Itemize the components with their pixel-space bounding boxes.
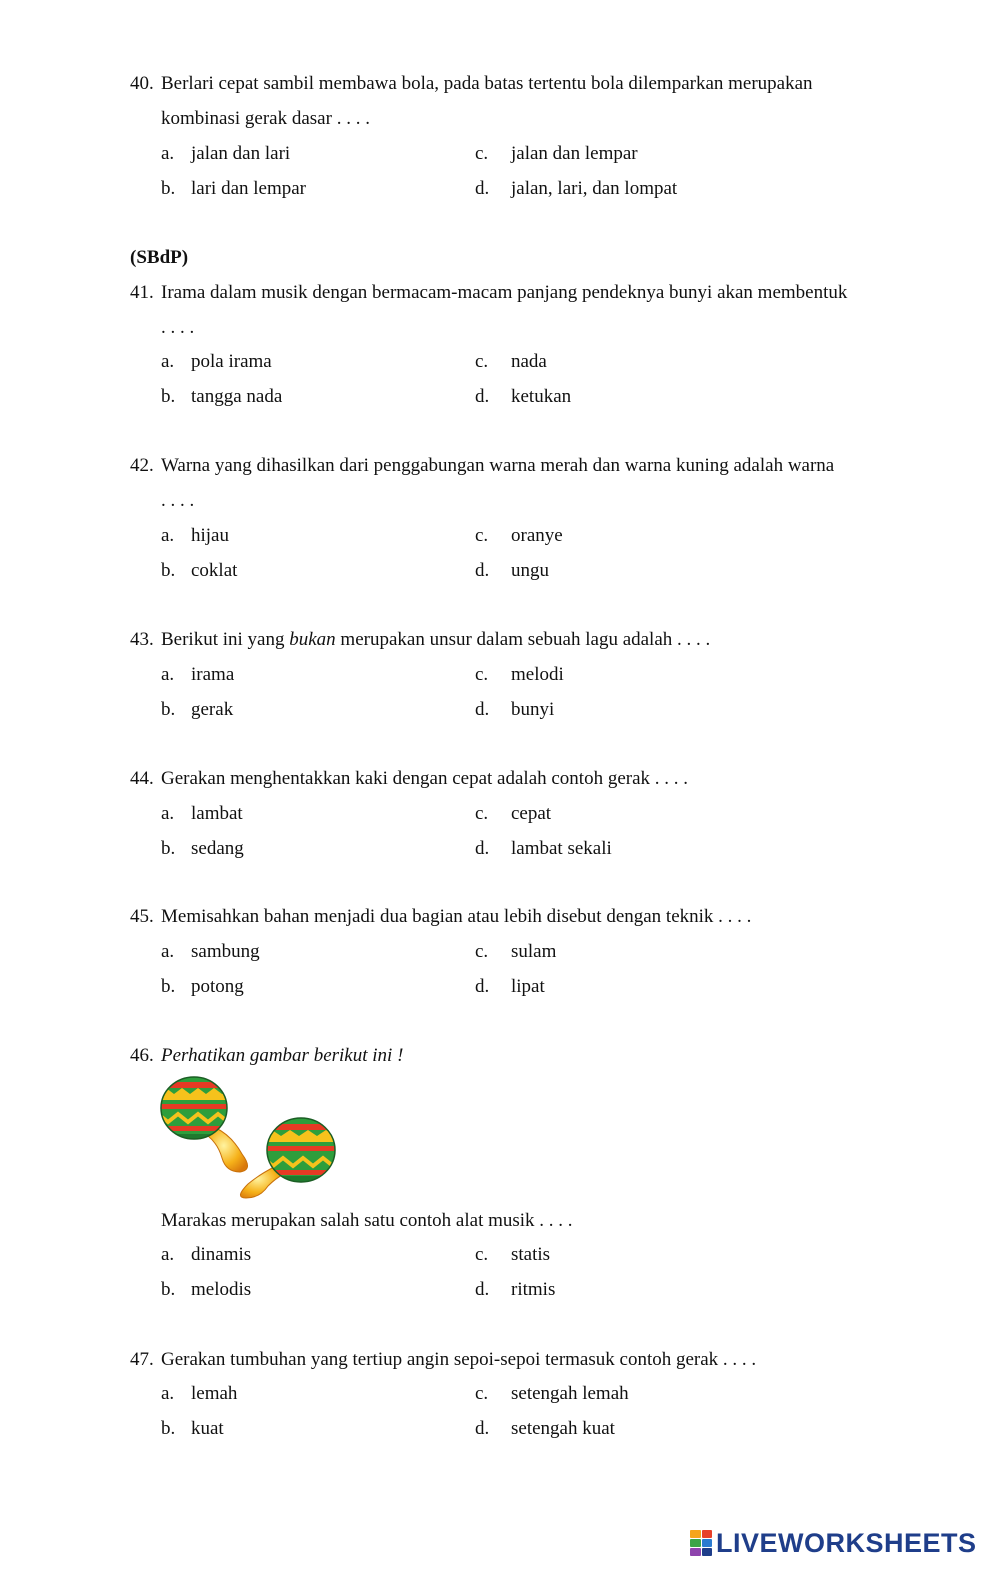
question-text: Marakas merupakan salah satu contoh alat musik . . . . [161,1210,573,1231]
question-text-emphasis: bukan [289,629,336,650]
question-text-part: merupakan unsur dalam sebuah lagu adalah . . . . [335,629,711,650]
option-letter: d. [475,560,490,581]
option-d[interactable]: ungu [511,560,549,581]
question-text: Warna yang dihasilkan dari penggabungan warna merah dan warna kuning adalah warna [161,455,835,476]
question-text: Gerakan tumbuhan yang tertiup angin sepoi-sepoi termasuk contoh gerak . . . . [161,1349,757,1370]
option-a[interactable]: irama [191,664,235,685]
option-letter: a. [161,143,175,164]
option-d[interactable]: lambat sekali [511,838,612,859]
option-letter: a. [161,1244,175,1265]
option-letter: c. [475,525,489,546]
question-text: kombinasi gerak dasar . . . . [161,108,370,129]
option-a[interactable]: dinamis [191,1244,252,1265]
option-letter: c. [475,1244,489,1265]
question-number: 40. [130,73,154,94]
option-b[interactable]: coklat [191,560,238,581]
option-c[interactable]: melodi [511,664,564,685]
question-number: 43. [130,629,154,650]
option-b[interactable]: kuat [191,1418,224,1439]
option-letter: c. [475,1383,489,1404]
option-letter: c. [475,941,489,962]
option-c[interactable]: jalan dan lempar [511,143,638,164]
question-number: 44. [130,768,154,789]
option-letter: c. [475,803,489,824]
question-text: . . . . [161,490,195,511]
option-letter: d. [475,976,490,997]
option-letter: d. [475,1279,490,1300]
option-a[interactable]: sambung [191,941,260,962]
option-letter: a. [161,525,175,546]
option-letter: b. [161,1279,176,1300]
option-d[interactable]: lipat [511,976,545,997]
option-d[interactable]: setengah kuat [511,1418,615,1439]
question-text [161,628,710,652]
maracas-icon [158,1074,340,1200]
option-letter: b. [161,178,176,199]
option-c[interactable]: statis [511,1244,551,1265]
option-letter: d. [475,386,490,407]
option-letter: a. [161,664,175,685]
option-b[interactable]: lari dan lempar [191,178,307,199]
option-letter: a. [161,941,175,962]
option-a[interactable]: pola irama [191,351,272,372]
option-c[interactable]: nada [511,351,547,372]
option-b[interactable]: tangga nada [191,386,283,407]
option-letter: a. [161,351,175,372]
option-letter: b. [161,386,176,407]
question-text-part: Berikut ini yang [161,629,290,650]
option-letter: b. [161,1418,176,1439]
option-letter: c. [475,351,489,372]
option-c[interactable]: oranye [511,525,563,546]
option-a[interactable]: hijau [191,525,229,546]
brand-name: LIVEWORKSHEETS [716,1527,977,1558]
option-b[interactable]: melodis [191,1279,252,1300]
option-d[interactable]: ketukan [511,386,572,407]
option-c[interactable]: sulam [511,941,557,962]
option-letter: c. [475,664,489,685]
option-letter: a. [161,803,175,824]
question-text: Irama dalam musik dengan bermacam-macam panjang pendeknya bunyi akan membentuk [161,282,848,303]
option-letter: b. [161,838,176,859]
option-b[interactable]: sedang [191,838,244,859]
option-a[interactable]: lemah [191,1383,238,1404]
question-intro: Perhatikan gambar berikut ini ! [161,1045,404,1066]
question-number: 47. [130,1349,154,1370]
question-text: Memisahkan bahan menjadi dua bagian atau lebih disebut dengan teknik . . . . [161,906,752,927]
question-number: 46. [130,1045,154,1066]
option-d[interactable]: bunyi [511,699,555,720]
option-letter: c. [475,143,489,164]
option-c[interactable]: cepat [511,803,552,824]
option-letter: b. [161,560,176,581]
question-number: 42. [130,455,154,476]
section-heading: (SBdP) [130,247,189,268]
option-letter: b. [161,699,176,720]
option-letter: d. [475,1418,490,1439]
option-a[interactable]: jalan dan lari [191,143,291,164]
option-letter: d. [475,178,490,199]
option-c[interactable]: setengah lemah [511,1383,629,1404]
option-b[interactable]: potong [191,976,244,997]
option-letter: d. [475,838,490,859]
option-a[interactable]: lambat [191,803,243,824]
option-b[interactable]: gerak [191,699,234,720]
option-letter: b. [161,976,176,997]
question-text: . . . . [161,317,195,338]
liveworksheets-logo-icon [690,1530,712,1556]
question-number: 41. [130,282,154,303]
option-d[interactable]: jalan, lari, dan lompat [511,178,678,199]
question-number: 45. [130,906,154,927]
option-letter: a. [161,1383,175,1404]
question-text: Berlari cepat sambil membawa bola, pada batas tertentu bola dilemparkan merupakan [161,73,813,94]
option-letter: d. [475,699,490,720]
option-d[interactable]: ritmis [511,1279,556,1300]
question-text: Gerakan menghentakkan kaki dengan cepat adalah contoh gerak . . . . [161,768,689,789]
footer-brand[interactable] [690,1528,977,1558]
